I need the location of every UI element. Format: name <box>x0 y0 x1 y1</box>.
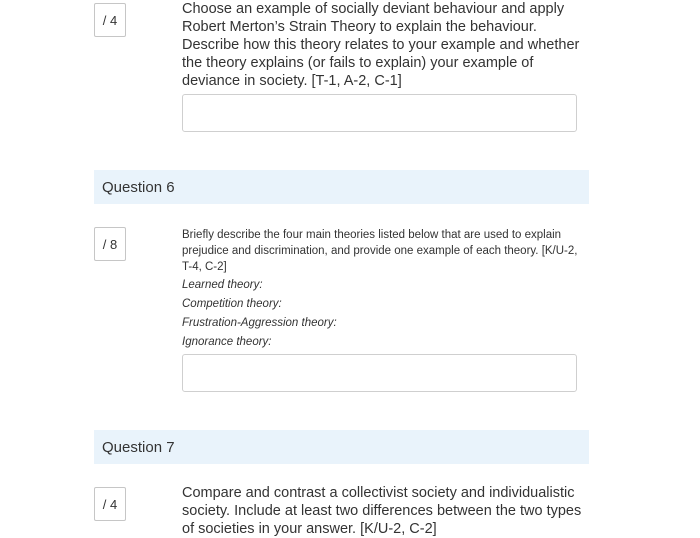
theory-learned: Learned theory: <box>182 279 263 291</box>
q7-score: / 4 <box>102 496 118 512</box>
theory-competition: Competition theory: <box>182 298 282 310</box>
theory-ignorance: Ignorance theory: <box>182 336 272 348</box>
q6-score: / 8 <box>102 236 118 252</box>
q6-answer-input[interactable] <box>182 354 577 392</box>
question-6-header <box>94 170 589 204</box>
theory-frustration-aggression: Frustration-Aggression theory: <box>182 317 337 329</box>
question-6-title: Question 6 <box>102 178 175 196</box>
q5-score: / 4 <box>102 12 118 28</box>
q7-score-box <box>94 487 126 521</box>
q5-answer-input[interactable] <box>182 94 577 132</box>
q6-score-box <box>94 227 126 261</box>
q7-prompt: Compare and contrast a collectivist society and individualistic society. Include at least two differences between the two types of societies in your answer. [K/U-2, C-2] <box>182 485 582 537</box>
q6-theory-list <box>182 277 337 353</box>
q6-prompt: Briefly describe the four main theories listed below that are used to explain prejudice and discrimination, and provide one example of each theory. [K/U-2, T-4, C-2] <box>182 229 578 273</box>
question-7-header <box>94 430 589 464</box>
question-7-title: Question 7 <box>102 438 175 456</box>
q5-score-box <box>94 3 126 37</box>
q5-prompt: Choose an example of socially deviant behaviour and apply Robert Merton’s Strain Theory to explain the behaviour. Describe how this theory relates to your example and whether the theory explains (or fails to explain) your example of deviance in society. [T-1, A-2, C-1] <box>182 1 580 89</box>
